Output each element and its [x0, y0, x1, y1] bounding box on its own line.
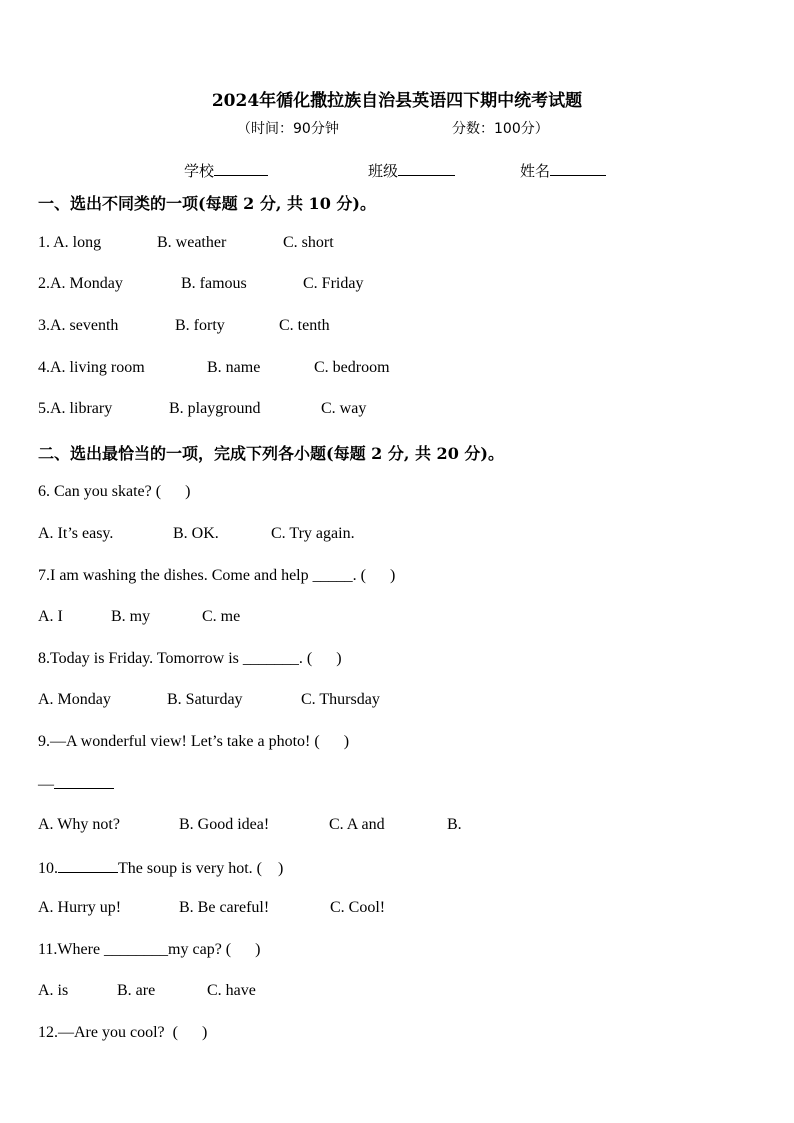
q10-text: The soup is very hot. ( ) — [118, 860, 284, 877]
page-title: 2024年循化撒拉族自治县英语四下期中统考试题 — [211, 91, 583, 111]
school-field — [184, 160, 268, 181]
question-11-stem: 11.Where ________my cap? ( ) — [38, 941, 261, 958]
q2-option-a: 2.A. Monday — [38, 275, 123, 292]
q4-option-c: C. bedroom — [314, 359, 390, 376]
q9-option-d: B. — [447, 816, 462, 833]
q7-option-a: A. I — [38, 608, 63, 625]
q9-reply-dash: — — [38, 776, 54, 793]
q9-option-a: A. Why not? — [38, 816, 120, 833]
question-9-reply — [38, 774, 114, 794]
q6-option-c: C. Try again. — [271, 525, 355, 542]
q1-option-c: C. short — [283, 234, 334, 251]
name-blank — [550, 161, 606, 176]
q8-option-b: B. Saturday — [167, 691, 243, 708]
section-2-heading: 二、选出最恰当的一项，完成下列各小题(每题 2 分, 共 20 分)。 — [38, 444, 504, 463]
q4-option-b: B. name — [207, 359, 261, 376]
q10-option-c: C. Cool! — [330, 899, 386, 916]
q2-option-c: C. Friday — [303, 275, 364, 292]
name-label: 姓名 — [520, 162, 551, 180]
q7-option-b: B. my — [111, 608, 151, 625]
question-9-stem: 9.—A wonderful view! Let’s take a photo! ( ) — [38, 733, 350, 750]
q3-option-c: C. tenth — [279, 317, 330, 334]
q1-option-a: 1. A. long — [38, 234, 102, 251]
q5-option-c: C. way — [321, 400, 367, 417]
class-field — [368, 160, 455, 181]
q9-option-c: C. A and — [329, 816, 385, 833]
q8-option-a: A. Monday — [38, 691, 111, 708]
class-label: 班级 — [368, 162, 399, 180]
q1-option-b: B. weather — [157, 234, 227, 251]
q10-option-a: A. Hurry up! — [38, 899, 122, 916]
q9-reply-blank — [54, 774, 114, 789]
exam-score: 分数：100分） — [452, 121, 549, 137]
question-7-stem: 7.I am washing the dishes. Come and help _____. ( ) — [38, 567, 396, 584]
q10-option-b: B. Be careful! — [179, 899, 270, 916]
q11-option-b: B. are — [117, 982, 156, 999]
q10-number: 10. — [38, 860, 58, 877]
q5-option-a: 5.A. library — [38, 400, 113, 417]
q2-option-b: B. famous — [181, 275, 247, 292]
q4-option-a: 4.A. living room — [38, 359, 145, 376]
name-field — [520, 160, 606, 181]
q11-option-c: C. have — [207, 982, 256, 999]
q6-option-b: B. OK. — [173, 525, 219, 542]
q3-option-a: 3.A. seventh — [38, 317, 119, 334]
question-12-stem: 12.—Are you cool? ( ) — [38, 1024, 208, 1041]
q10-blank — [58, 858, 118, 873]
q6-option-a: A. It’s easy. — [38, 525, 114, 542]
school-blank — [214, 161, 268, 176]
q5-option-b: B. playground — [169, 400, 261, 417]
exam-time: （时间：90分钟 — [237, 121, 339, 137]
q7-option-c: C. me — [202, 608, 241, 625]
section-1-heading: 一、选出不同类的一项(每题 2 分, 共 10 分)。 — [38, 194, 376, 213]
question-6-stem: 6. Can you skate? ( ) — [38, 483, 191, 500]
q8-option-c: C. Thursday — [301, 691, 380, 708]
q3-option-b: B. forty — [175, 317, 225, 334]
class-blank — [398, 161, 455, 176]
q11-option-a: A. is — [38, 982, 69, 999]
school-label: 学校 — [184, 162, 215, 180]
q9-option-b: B. Good idea! — [179, 816, 270, 833]
question-10-stem — [38, 858, 283, 878]
question-8-stem: 8.Today is Friday. Tomorrow is _______. ( ) — [38, 650, 342, 667]
